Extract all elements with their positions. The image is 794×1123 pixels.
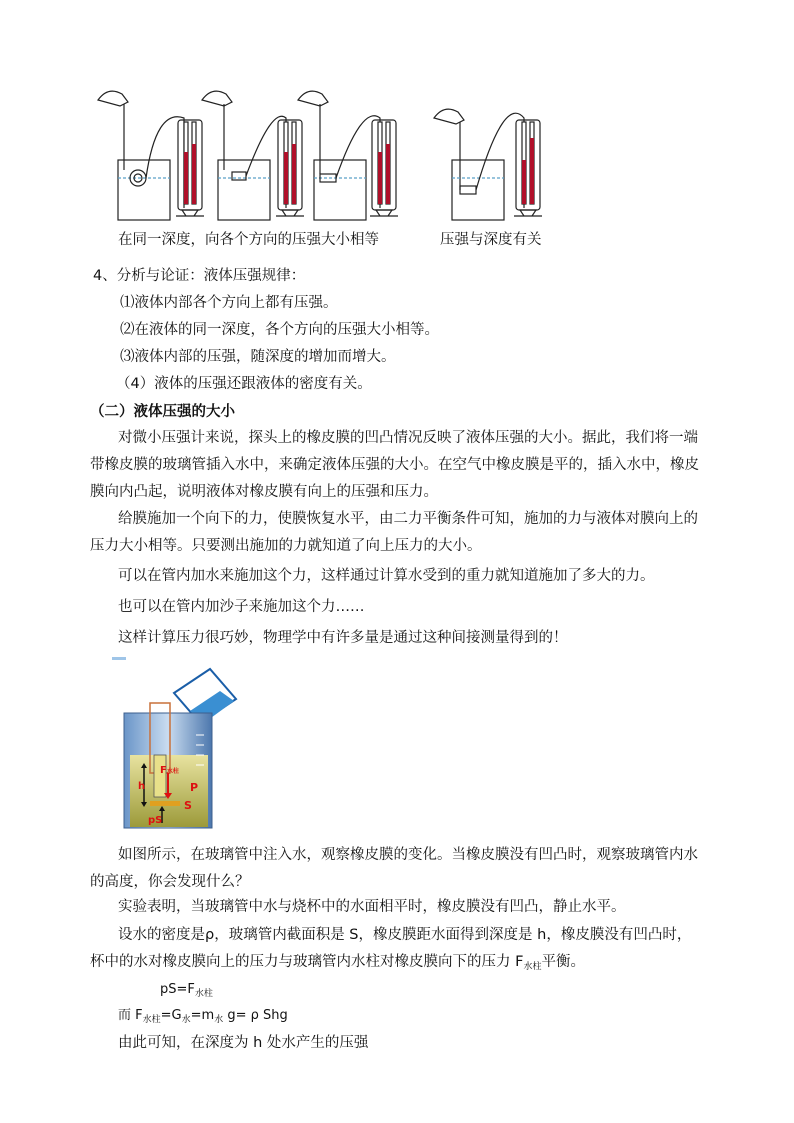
section3-paragraph-1: 如图所示，在玻璃管中注入水，观察橡皮膜的变化。当橡皮膜没有凹凸时，观察玻璃管内水的高度，你会发现什么？ <box>90 847 698 890</box>
equation-1: $pS=F_{水柱}$ <box>160 982 213 999</box>
beaker-illustration <box>112 655 252 830</box>
section2-paragraph-2: 给膜施加一个向下的力，使膜恢复水平，由二力平衡条件可知，施加的力与液体对膜向上的压力大小相等。只要测出施加的力就知道了向上压力的大小。 <box>90 511 698 554</box>
section2-paragraph-4: 也可以在管内加沙子来施加这个力…… <box>118 599 365 615</box>
section2-paragraph-1: 对微小压强计来说，探头上的橡皮膜的凹凸情况反映了液体压强的大小。据此，我们将一端带橡皮膜的玻璃管插入水中，来确定液体压强的大小。在空气中橡皮膜是平的，插入水中，橡皮膜向内凸起，说明液体对橡皮膜有向上的压强和压力。 <box>90 430 699 500</box>
section4-heading: 4、分析与论证：液体压强规律： <box>93 268 306 284</box>
pressure-gauge-drawings <box>90 82 560 222</box>
figure-caption-right: 压强与深度有关 <box>440 232 542 248</box>
top-mark <box>112 657 126 660</box>
label-h: h <box>138 781 146 792</box>
setup-3 <box>298 91 398 220</box>
section2-heading: （二）液体压强的大小 <box>90 404 235 420</box>
section3-paragraph-3: 设水的密度是ρ，玻璃管内截面积是 S，橡皮膜距水面得到深度是 h，橡皮膜没有凹凸时，杯中的水对橡皮膜向上的压力与玻璃管内水柱对橡皮膜向下的压力 $F_{水柱}$平衡。 <box>90 927 692 972</box>
rule-item-2: ⑵在液体的同一深度，各个方向的压强大小相等。 <box>120 322 439 338</box>
setup-2 <box>202 91 304 220</box>
rule-item-4: （4）液体的压强还跟液体的密度有关。 <box>116 376 372 392</box>
setup-1 <box>98 91 204 220</box>
label-S: S <box>184 799 192 812</box>
pressure-experiment-figure <box>90 82 560 222</box>
section2-paragraph-5: 这样计算压力很巧妙，物理学中有许多量是通过这种间接测量得到的！ <box>118 630 568 646</box>
section2-paragraph-3: 可以在管内加水来施加这个力，这样通过计算水受到的重力就知道施加了多大的力。 <box>118 568 655 584</box>
beaker-experiment-figure <box>112 655 252 830</box>
label-P: P <box>190 781 199 794</box>
label-pS: pS <box>148 815 163 826</box>
section3-paragraph-2: 实验表明，当玻璃管中水与烧杯中的水面相平时，橡皮膜没有凹凸，静止水平。 <box>118 899 626 915</box>
rule-item-3: ⑶液体内部的压强，随深度的增加而增大。 <box>120 349 396 365</box>
label-F-water-column: F水柱 <box>160 765 179 776</box>
figure-caption-left: 在同一深度，向各个方向的压强大小相等 <box>118 232 379 248</box>
section3-paragraph-4: 由此可知，在深度为 h 处水产生的压强 <box>118 1035 369 1051</box>
rule-item-1: ⑴液体内部各个方向上都有压强。 <box>120 295 338 311</box>
equation-2: 而 $F_{水柱}=G_水=m_水$ g= ρ Shg <box>118 1008 288 1025</box>
setup-4 <box>434 109 542 220</box>
